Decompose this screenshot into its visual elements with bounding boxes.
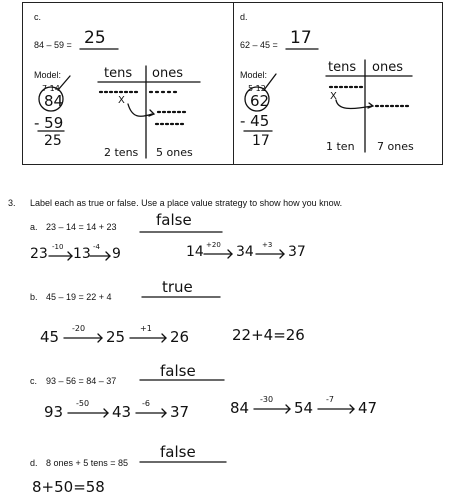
panel-c-model-label: Model: (34, 70, 62, 80)
item-a-arrow-right-2: +3 (262, 241, 273, 249)
item-a-letter: a. (30, 222, 38, 232)
item-c-letter: c. (30, 376, 38, 386)
panel-c-bottom-num: - 59 (34, 114, 64, 132)
item-c-equation: 93 – 56 = 84 – 37 (46, 376, 117, 386)
item-b-work-right: 22+4=26 (232, 326, 305, 344)
item-a-work-left-2: 13 (73, 246, 91, 262)
item-b-label: true (162, 278, 193, 296)
panel-d-top-num: 62 (250, 92, 270, 110)
panel-c-letter: c. (34, 12, 42, 22)
panel-d-result: 17 (252, 133, 270, 149)
item-a-arrow-right-1: +20 (206, 241, 221, 249)
panel-d-tally2: 7 ones (377, 140, 414, 153)
item-c-label: false (160, 362, 196, 380)
item-c-arrow-right-2: -7 (326, 395, 334, 404)
item-a-equation: 23 – 14 = 14 + 23 (46, 222, 117, 232)
question3-instruction: Label each as true or false. Use a place value strategy to show how you know. (30, 198, 343, 208)
item-c-work-right-3: 47 (358, 399, 378, 417)
panel-d-letter: d. (240, 12, 248, 22)
panel-c-answer: 25 (84, 28, 106, 48)
item-b-arrow-left-2: +1 (140, 324, 152, 333)
item-a-arrow-left-2: -4 (93, 243, 100, 251)
panel-c-col-tens: tens (104, 66, 133, 81)
panel-c-problem: 84 – 59 = (34, 40, 72, 50)
item-b-arrow-left-1: -20 (72, 324, 86, 333)
item-c-work-right-1: 84 (230, 399, 250, 417)
panel-c-result: 25 (44, 133, 62, 149)
item-c-work-right-2: 54 (294, 399, 314, 417)
panel-d-model-label: Model: (240, 70, 268, 80)
item-c-arrow-left-1: -50 (76, 399, 90, 408)
panel-c-tally: 2 tens (104, 146, 139, 159)
panel-d-answer: 17 (290, 28, 312, 48)
item-a-arrow-left-1: -10 (52, 243, 64, 251)
panel-c-col-ones: ones (152, 66, 183, 81)
panel-c-tens-mark: X (118, 95, 125, 106)
item-c-work-left-2: 43 (112, 403, 132, 421)
panel-c-tally2: 5 ones (156, 146, 193, 159)
item-c-work-left-3: 37 (170, 403, 190, 421)
item-c-arrow-right-1: -30 (260, 395, 274, 404)
item-a-work-right-1: 14 (186, 244, 204, 260)
item-d-letter: d. (30, 458, 38, 468)
panel-d-bottom-num: - 45 (240, 112, 270, 130)
panel-d-col-ones: ones (372, 60, 403, 75)
panel-c-top-num: 84 (44, 92, 64, 110)
panel-d-tally: 1 ten (326, 140, 355, 153)
panel-d-col-tens: tens (328, 60, 357, 75)
panel-c-crossed: 7 14 (42, 84, 60, 93)
item-a-label: false (156, 211, 192, 229)
question3-number: 3. (8, 198, 16, 208)
panel-d-problem: 62 – 45 = (240, 40, 278, 50)
item-a-work-left-1: 23 (30, 246, 48, 262)
panel-d-tens-mark: X (330, 91, 337, 102)
panel-d-crossed: 5 12 (248, 84, 266, 93)
item-b-equation: 45 – 19 = 22 + 4 (46, 292, 112, 302)
item-d-work: 8+50=58 (32, 478, 105, 496)
item-a-work-right-2: 34 (236, 244, 254, 260)
item-c-work-left-1: 93 (44, 403, 64, 421)
item-b-work-left-1: 45 (40, 328, 60, 346)
item-b-work-left-3: 26 (170, 328, 190, 346)
item-c-arrow-left-2: -6 (142, 399, 150, 408)
item-d-equation: 8 ones + 5 tens = 85 (46, 458, 129, 468)
item-b-work-left-2: 25 (106, 328, 126, 346)
item-d-label: false (160, 443, 196, 461)
item-b-letter: b. (30, 292, 38, 302)
item-a-work-right-3: 37 (288, 244, 306, 260)
item-a-work-left-3: 9 (112, 246, 121, 262)
